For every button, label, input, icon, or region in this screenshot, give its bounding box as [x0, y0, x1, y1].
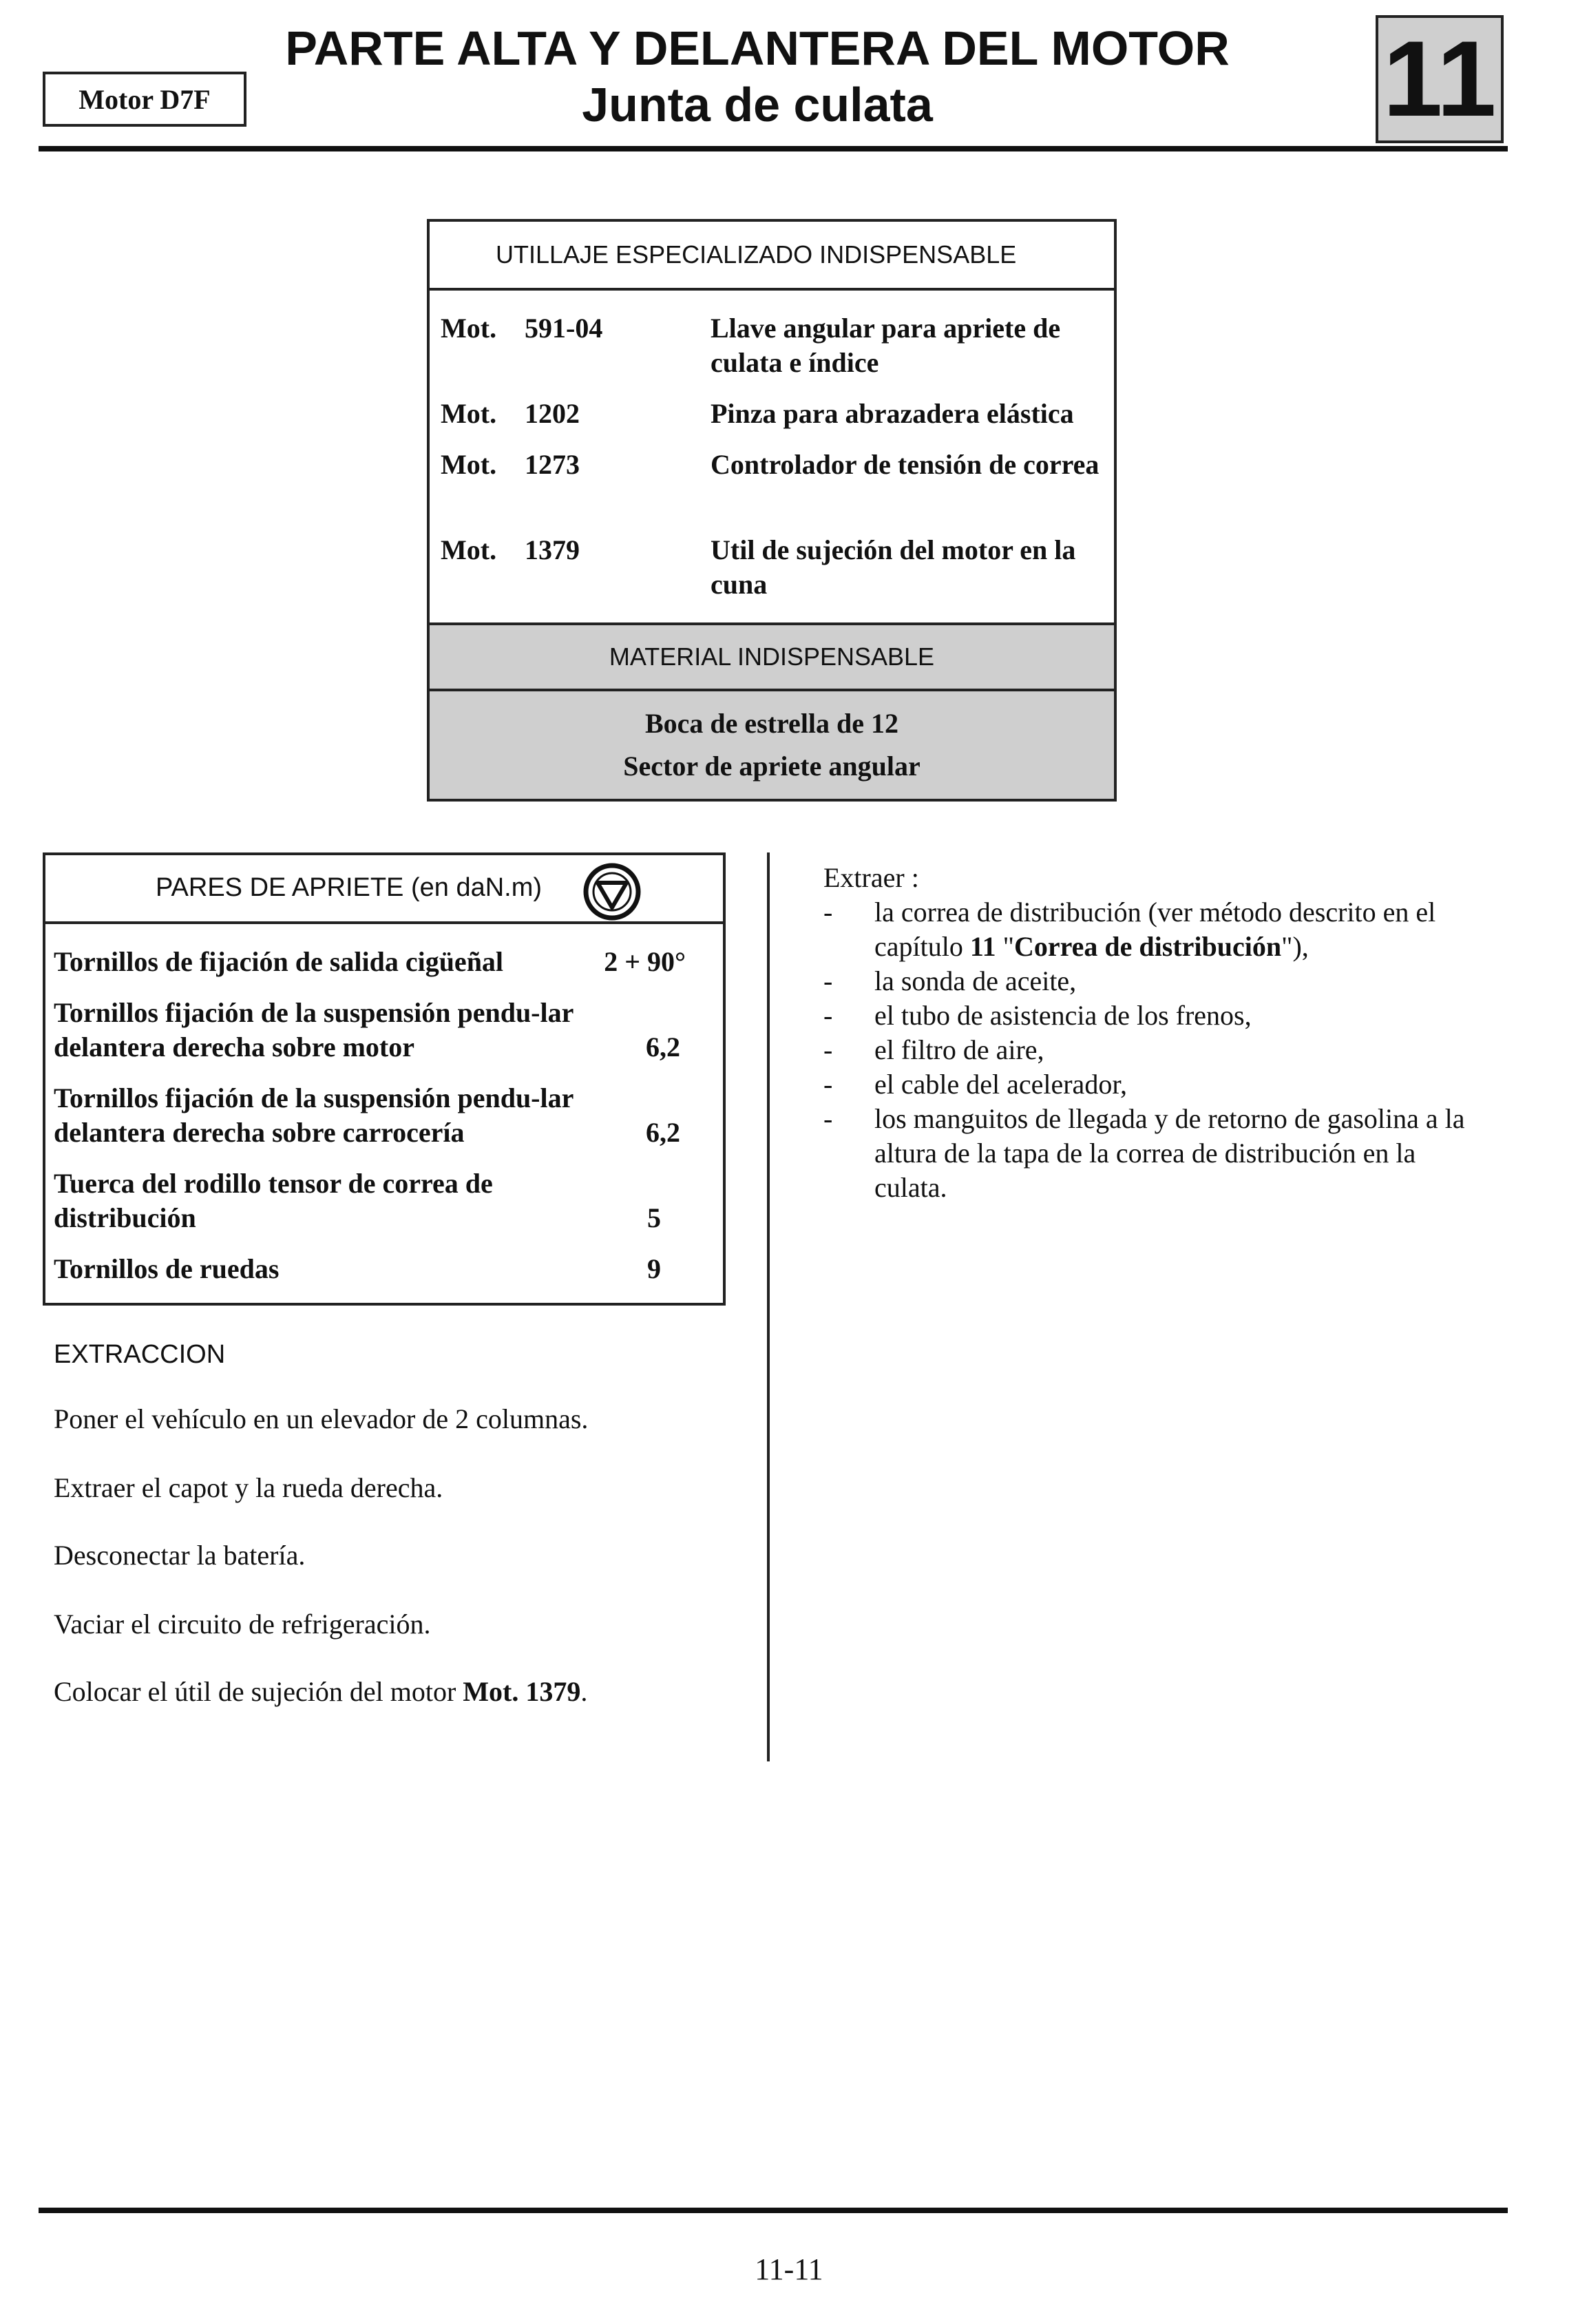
page-subtitle: Junta de culata [582, 78, 933, 132]
tool-description: Util de sujeción del motor en la cuna [711, 534, 1076, 600]
list-item-text: el cable del acelerador, [874, 1069, 1128, 1100]
torque-row [54, 1252, 715, 1286]
extraccion-heading: EXTRACCION [54, 1340, 226, 1369]
special-tools-heading: UTILLAJE ESPECIALIZADO INDISPENSABLE [430, 222, 1114, 291]
torque-value: 5 [647, 1202, 661, 1233]
special-tools-table [427, 219, 1117, 802]
torque-item: Tornillos fijación de la suspensión pendu-lar delantera derecha sobre carrocería [54, 1082, 574, 1148]
material-item: Boca de estrella de 12 [644, 708, 899, 739]
instruction-paragraph: Poner el vehículo en un elevador de 2 columnas. [54, 1403, 589, 1434]
extraer-intro: Extraer : [823, 862, 919, 893]
list-item-text: el filtro de aire, [874, 1034, 1044, 1065]
tool-code: 1379 [525, 534, 580, 565]
section-reference: Correa de distribución [1013, 931, 1282, 962]
torque-row [54, 1166, 715, 1235]
torque-row [54, 945, 715, 979]
list-item-text: la sonda de aceite, [874, 965, 1077, 996]
engine-label: Motor D7F [43, 72, 246, 127]
tool-description: Llave angular para apriete de culata e índice [711, 313, 1061, 378]
torque-item: Tuerca del rodillo tensor de correa de distribución [54, 1168, 493, 1233]
instruction-text: Colocar el útil de sujeción del motor [54, 1676, 463, 1707]
tool-prefix: Mot. [441, 449, 497, 480]
extraer-section [823, 861, 1484, 1205]
tool-description: Pinza para abrazadera elástica [711, 398, 1074, 429]
material-heading: MATERIAL INDISPENSABLE [430, 622, 1114, 691]
torque-item: Tornillos de ruedas [54, 1253, 280, 1284]
instruction-paragraph: Desconectar la batería. [54, 1540, 306, 1571]
page-number: 11-11 [755, 2252, 823, 2286]
torque-value: 6,2 [646, 1117, 680, 1148]
tool-code: 1273 [525, 449, 580, 480]
tool-code: 1202 [525, 398, 580, 429]
torque-item: Tornillos fijación de la suspensión pendu-lar delantera derecha sobre motor [54, 997, 574, 1062]
page-title: PARTE ALTA Y DELANTERA DEL MOTOR [285, 21, 1230, 75]
footer-rule [39, 2208, 1508, 2213]
instruction-end: . [580, 1676, 588, 1707]
torque-row [54, 1081, 715, 1150]
torque-row [54, 996, 715, 1065]
tool-code: 591-04 [525, 313, 603, 344]
list-item: - la sonda de aceite, [823, 965, 1077, 996]
instruction-paragraph [54, 1675, 587, 1709]
instruction-paragraph: Vaciar el circuito de refrigeración. [54, 1609, 431, 1640]
instruction-paragraph: Extraer el capot y la rueda derecha. [54, 1472, 443, 1503]
torque-item: Tornillos de fijación de salida cigüeñal [54, 946, 504, 977]
tool-prefix: Mot. [441, 313, 497, 344]
tool-prefix: Mot. [441, 398, 497, 429]
list-item: - los manguitos de llegada y de retorno de gasolina a la altura de la tapa de la correa de distribución en la culata. [823, 1103, 1465, 1203]
tool-reference: Mot. 1379 [463, 1676, 581, 1707]
torque-table [43, 852, 726, 1306]
material-item: Sector de apriete angular [623, 751, 920, 782]
list-item-text: la correa de distribución (ver método descrito en el capítulo [874, 897, 1436, 962]
chapter-reference: 11 [969, 931, 996, 962]
list-item: - el cable del acelerador, [823, 1069, 1128, 1100]
tool-prefix: Mot. [441, 534, 497, 565]
torque-value: 6,2 [646, 1032, 680, 1062]
torque-heading: PARES DE APRIETE (en daN.m) [156, 873, 543, 902]
header-rule [39, 146, 1508, 151]
list-item-text: los manguitos de llegada y de retorno de gasolina a la altura de la tapa de la correa de distribución en la culata. [874, 1103, 1465, 1203]
torque-wrench-icon [582, 862, 642, 921]
chapter-number: 11 [1376, 15, 1504, 143]
material-list [430, 691, 1114, 799]
list-item: - el filtro de aire, [823, 1034, 1044, 1065]
torque-header [45, 855, 723, 924]
list-item: - el tubo de asistencia de los frenos, [823, 1000, 1252, 1031]
tool-description: Controlador de tensión de correa [711, 449, 1100, 480]
column-divider [767, 852, 770, 1761]
torque-value: 9 [647, 1253, 661, 1284]
torque-value: 2 + 90° [604, 946, 686, 977]
list-item-text: el tubo de asistencia de los frenos, [874, 1000, 1252, 1031]
quote-close: "), [1281, 931, 1309, 962]
quote-open: " [996, 931, 1014, 962]
list-item: - la correa de distribución (ver método descrito en el capítulo 11 "Correa de distribución"), [823, 897, 1436, 962]
